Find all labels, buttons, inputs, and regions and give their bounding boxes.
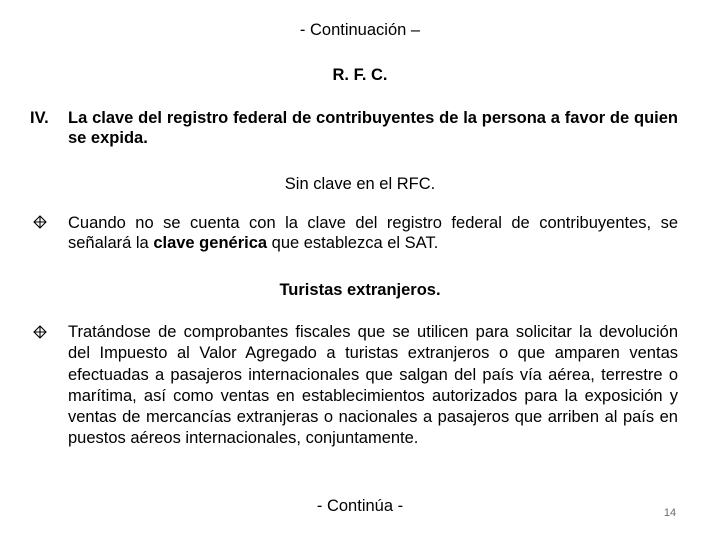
diamond-bullet-icon	[33, 215, 47, 229]
no-rfc-text-before: Cuando no se cuenta con la clave del registro federal de contribuyentes, se señalará la	[68, 214, 678, 252]
page-number: 14	[663, 507, 677, 519]
no-rfc-heading: Sin clave en el RFC.	[284, 175, 436, 193]
tourists-heading: Turistas extranjeros.	[279, 281, 441, 299]
no-rfc-paragraph	[68, 213, 678, 253]
generic-key-emphasis: clave genérica	[153, 234, 268, 252]
item-iv-marker: IV.	[30, 109, 49, 127]
diamond-bullet-icon	[33, 325, 47, 339]
tourists-paragraph: Tratándose de comprobantes fiscales que se utilicen para solicitar la devolución del Impuesto al Valor Agregado a turistas extranjeros o que amparen ventas efectuadas a pasajeros internacionales que salgan del país vía aérea, terrestre o marítima, así como ventas en establecimientos autorizados para la exposición y ventas de mercancías extranjeras o nacionales a pasajeros que arriben al país en puestos aéreos internacionales, conjuntamente.	[68, 323, 678, 448]
item-iv-text: La clave del registro federal de contribuyentes de la persona a favor de quien se expida.	[68, 109, 678, 147]
page-title: R. F. C.	[332, 66, 388, 84]
continues-footer: - Continúa -	[316, 497, 404, 515]
no-rfc-text-after: que establezca el SAT.	[267, 234, 439, 252]
continuation-header: - Continuación –	[299, 21, 421, 39]
